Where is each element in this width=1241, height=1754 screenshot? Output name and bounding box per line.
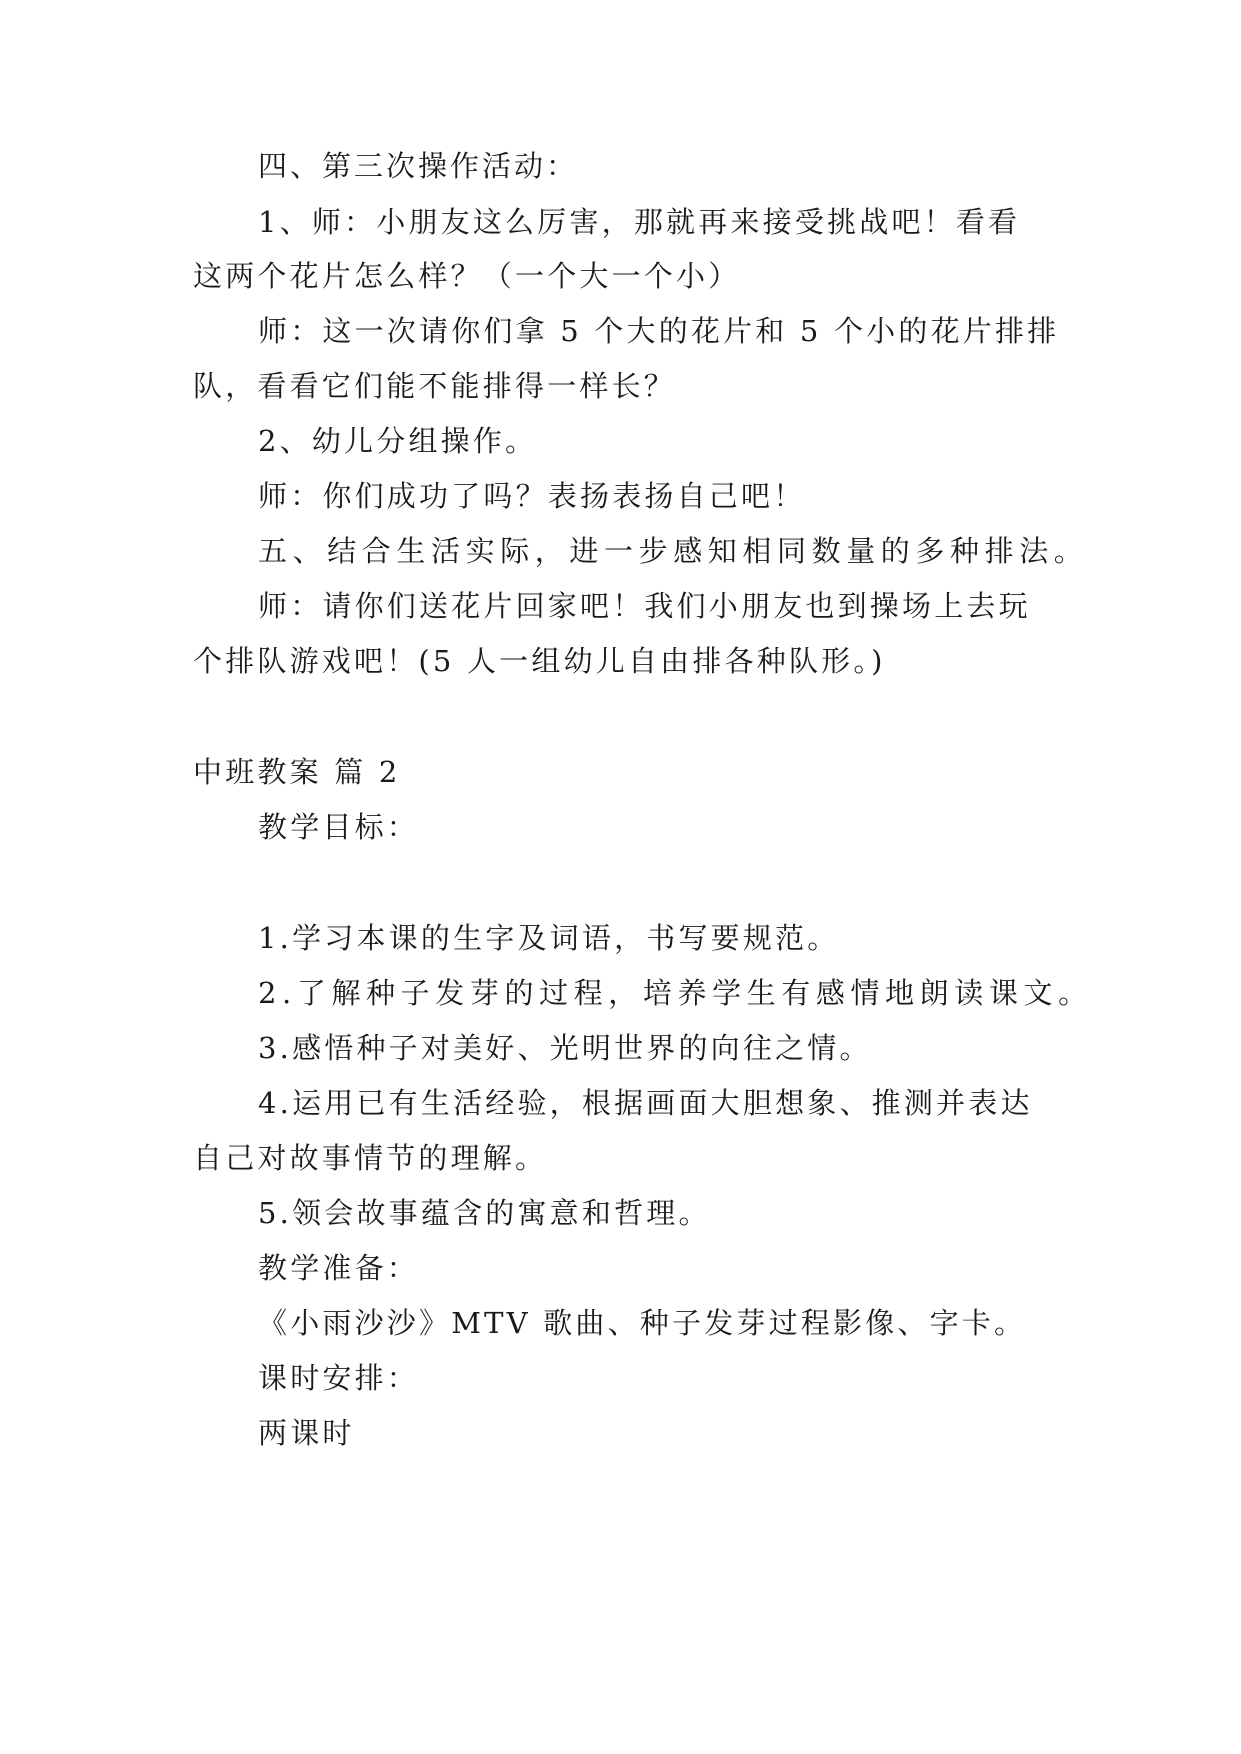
goal-item: 1.学习本课的生字及词语，书写要规范。 [258, 921, 840, 955]
goal-item: 5.领会故事蕴含的寓意和哲理。 [258, 1196, 711, 1230]
schedule-text: 两课时 [258, 1416, 355, 1450]
paragraph-line: 师：请你们送花片回家吧！我们小朋友也到操场上去玩 [258, 589, 1031, 623]
paragraph-line: 这两个花片怎么样？（一个大一个小） [193, 259, 741, 293]
paragraph-line: 1、师：小朋友这么厉害，那就再来接受挑战吧！看看 [258, 205, 1021, 239]
paragraph-line: 个排队游戏吧！(5 人一组幼儿自由排各种队形。) [193, 644, 886, 678]
goal-item: 4.运用已有生活经验，根据画面大胆想象、推测并表达 [258, 1086, 1033, 1120]
paragraph-line: 师：这一次请你们拿 5 个大的花片和 5 个小的花片排排 [258, 314, 1060, 348]
goal-item: 3.感悟种子对美好、光明世界的向往之情。 [258, 1031, 872, 1065]
goal-item: 自己对故事情节的理解。 [193, 1141, 548, 1175]
prep-label: 教学准备： [258, 1251, 420, 1285]
section-heading-five: 五、结合生活实际，进一步感知相同数量的多种排法。 [258, 534, 1089, 568]
prep-text: 《小雨沙沙》MTV 歌曲、种子发芽过程影像、字卡。 [258, 1306, 1027, 1340]
paragraph-line: 2、幼儿分组操作。 [258, 424, 538, 458]
goal-item: 2.了解种子发芽的过程，培养学生有感情地朗读课文。 [258, 976, 1093, 1010]
goals-label: 教学目标： [258, 810, 420, 844]
paragraph-line: 师：你们成功了吗？表扬表扬自己吧！ [258, 479, 806, 513]
paragraph-line: 队，看看它们能不能排得一样长？ [193, 369, 677, 403]
schedule-label: 课时安排： [258, 1361, 420, 1395]
section-heading-four: 四、第三次操作活动： [258, 149, 579, 183]
lesson-title: 中班教案 篇 2 [193, 755, 401, 789]
